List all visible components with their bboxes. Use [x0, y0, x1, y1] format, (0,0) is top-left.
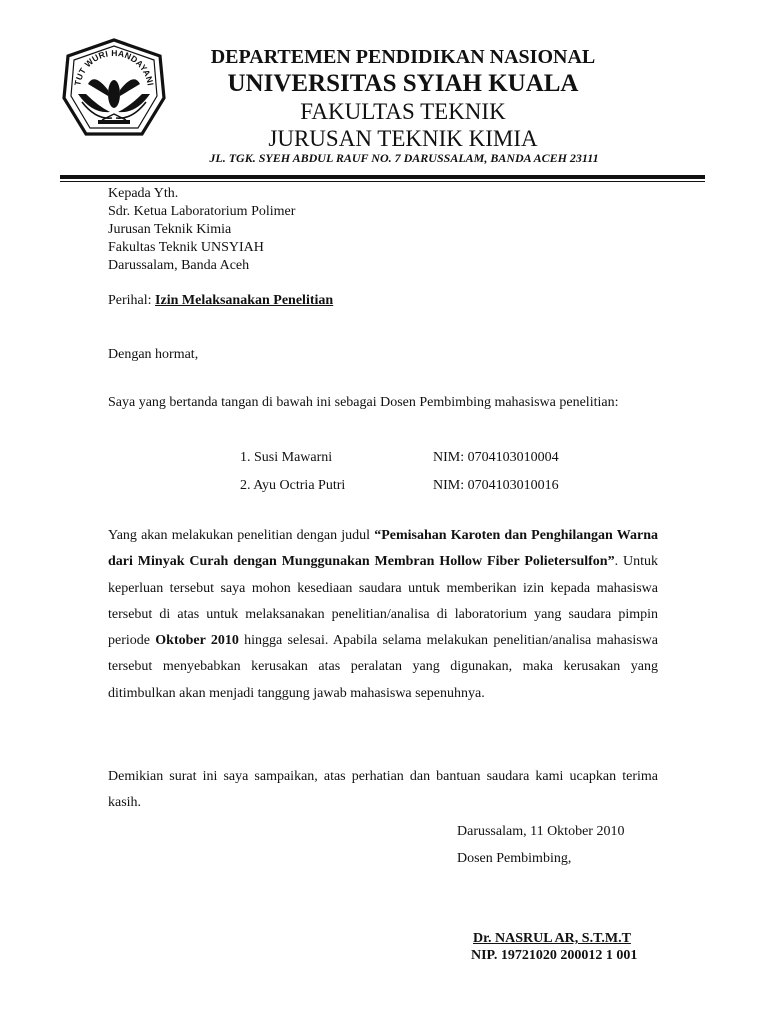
letterhead-divider	[60, 175, 705, 179]
letterhead-divider-thin	[60, 181, 705, 182]
body-text: Yang akan melakukan penelitian dengan judul	[108, 528, 375, 543]
body-text: hingga selesai. Apabila selama melakukan penelitian/analisa mahasiswa tersebut menyebabkan kerusakan atas peralatan yang digunakan, maka kerusakan yang ditimbulkan akan menjadi tanggung jawab mahasiswa sepenuhnya.	[108, 633, 658, 701]
body-paragraph	[108, 523, 658, 707]
major-name: JURUSAN TEKNIK KIMIA	[268, 126, 538, 151]
student-nim: NIM: 0704103010016	[433, 478, 559, 493]
closing-paragraph: Demikian surat ini saya sampaikan, atas perhatian dan bantuan saudara kami ucapkan terima kasih.	[108, 769, 658, 811]
greeting: Dengan hormat,	[108, 347, 199, 362]
subject-line	[108, 292, 333, 310]
student-name: 2. Ayu Octria Putri	[240, 478, 346, 493]
research-title: “Pemisahan Karoten dan Penghilangan Warna dari Minyak Curah dengan Munggunakan Membran Hollow Fiber Polietersulfon”	[108, 528, 658, 570]
department-name: DEPARTEMEN PENDIDIKAN NASIONAL	[210, 46, 596, 68]
recipient-line: Kepada Yth.	[108, 186, 179, 201]
student-nim: NIM: 0704103010004	[433, 450, 559, 465]
student-name: 1. Susi Mawarni	[240, 450, 333, 465]
signer-nip: NIP. 19721020 200012 1 001	[471, 948, 638, 963]
signer-role: Dosen Pembimbing,	[457, 851, 572, 866]
recipient-line: Sdr. Ketua Laboratorium Polimer	[108, 204, 296, 219]
university-name: UNIVERSITAS SYIAH KUALA	[227, 70, 579, 97]
research-period: Oktober 2010	[155, 633, 239, 649]
faculty-name: FAKULTAS TEKNIK	[300, 99, 506, 124]
body-text: . Untuk keperluan tersebut saya mohon kesediaan saudara untuk memberikan izin kepada mahasiswa tersebut di atas untuk melaksanakan penelitian/analisa di laboratorium yang saudara pimpin periode	[108, 554, 658, 649]
signer-name: Dr. NASRUL AR, S.T.M.T	[473, 931, 631, 946]
place-date: Darussalam, 11 Oktober 2010	[457, 824, 625, 839]
recipient-line: Darussalam, Banda Aceh	[108, 258, 250, 273]
subject-value: Izin Melaksanakan Penelitian	[155, 293, 334, 308]
logo-motto: TUT WURI HANDAYANI	[72, 47, 156, 87]
recipient-line: Jurusan Teknik Kimia	[108, 222, 232, 237]
subject-label: Perihal:	[108, 293, 156, 308]
university-logo	[58, 38, 170, 142]
intro-paragraph: Saya yang bertanda tangan di bawah ini sebagai Dosen Pembimbing mahasiswa penelitian:	[108, 395, 619, 410]
letterhead-address: JL. TGK. SYEH ABDUL RAUF NO. 7 DARUSSALAM, BANDA ACEH 23111	[209, 151, 599, 165]
recipient-line: Fakultas Teknik UNSYIAH	[108, 240, 264, 255]
